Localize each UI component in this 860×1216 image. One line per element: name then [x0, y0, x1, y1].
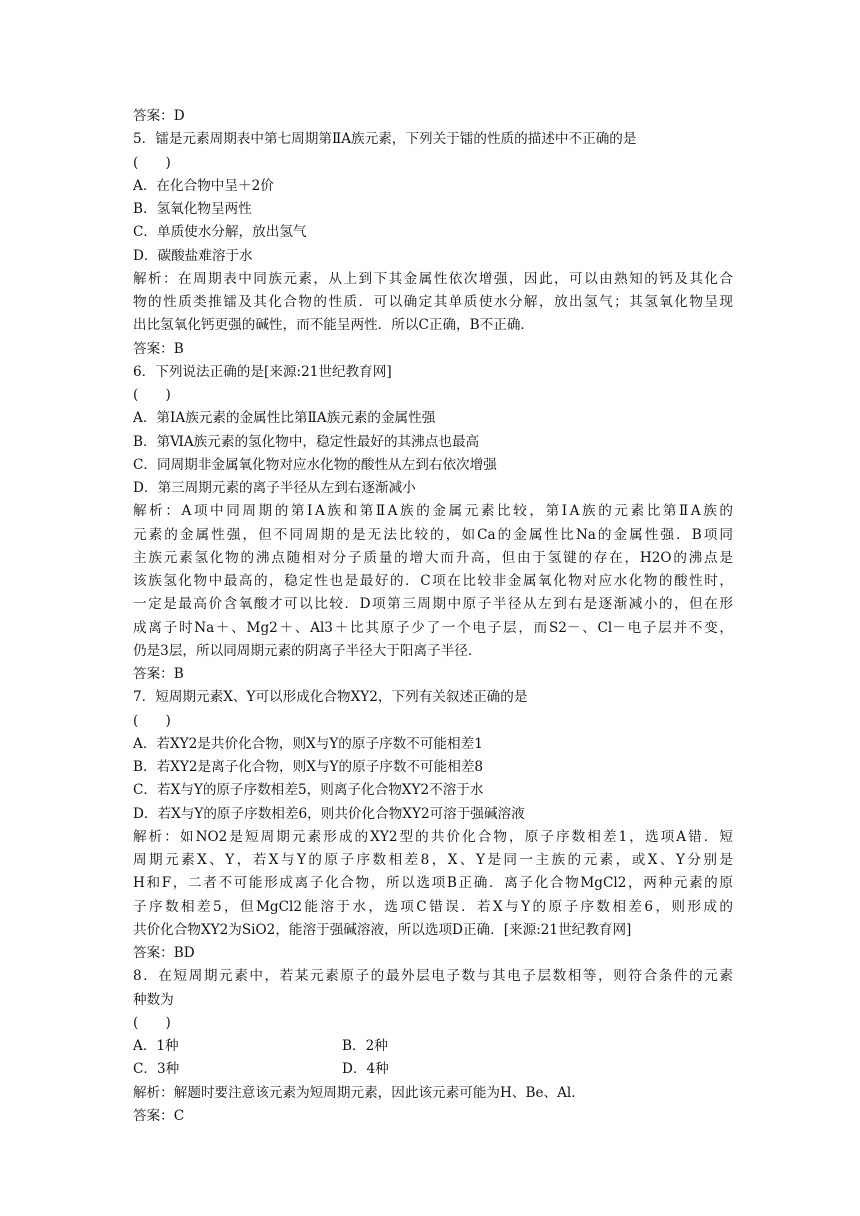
option-a: A．若XY2是共价化合物，则X与Y的原子序数不可能相差1: [133, 735, 483, 752]
answer-blank: ( ): [133, 154, 171, 171]
options-row: [133, 1058, 733, 1081]
option-d: D．碳酸盐难溶于水: [133, 247, 253, 264]
option-c: C．3种: [133, 1061, 180, 1078]
option-b: B．氢氧化物呈两性: [133, 201, 252, 217]
answer-line: 答案：C: [133, 1107, 185, 1124]
explanation-line: 该族氢化物中最高的，稳定性也是最好的．C项在比较非金属氧化物对应水化物的酸性时，: [133, 573, 733, 589]
question-8-stem: 8．在短周期元素中，若某元素原子的最外层电子数与其电子层数相等，则符合条件的元素: [133, 968, 733, 985]
explanation-line: 一定是最高价含氧酸才可以比较．D项第三周期中原子半径从左到右是逐渐减小的，但在形: [133, 596, 733, 613]
option-c: C．同周期非金属氧化物对应水化物的酸性从左到右依次增强: [133, 456, 497, 473]
explanation-line: 共价化合物XY2为SiO2，能溶于强碱溶液，所以选项D正确．[来源:21世纪教育网]: [133, 921, 632, 938]
explanation-line: 周期元素X、Y，若X与Y的原子序数相差8，X、Y是同一主族的元素，或X、Y分别是: [133, 852, 733, 868]
option-c: C．单质使水分解，放出氢气: [133, 224, 307, 241]
answer-line: 答案：BD: [133, 945, 195, 961]
explanation-line: 解析：在周期表中同族元素，从上到下其金属性依次增强，因此，可以由熟知的钙及其化合: [133, 270, 733, 287]
explanation-line: 子序数相差5，但MgCl2能溶于水，选项C错误．若X与Y的原子序数相差6，则形成的: [133, 898, 733, 915]
document-body: [133, 105, 733, 1128]
option-b: B．若XY2是离子化合物，则X与Y的原子序数不可能相差8: [133, 759, 484, 775]
explanation-line: 成离子时Na＋、Mg2＋、Al3＋比其原子少了一个电子层，而S2－、Cl－电子层并不变，: [133, 619, 733, 636]
option-d: D．第三周期元素的离子半径从左到右逐渐减小: [133, 480, 416, 496]
question-8-stem-cont: 种数为: [133, 991, 174, 1008]
question-7-stem: 7．短周期元素X、Y可以形成化合物XY2，下列有关叙述正确的是: [133, 689, 528, 706]
options-row: [133, 1035, 733, 1058]
explanation-line: 仍是3层，所以同周期元素的阴离子半径大于阳离子半径．: [133, 642, 482, 659]
option-b: B．2种: [342, 1038, 388, 1054]
answer-blank: ( ): [133, 1014, 171, 1031]
option-a: A．第ⅠA族元素的金属性比第ⅡA族元素的金属性强: [133, 410, 436, 427]
option-b: B．第ⅥA族元素的氢化物中，稳定性最好的其沸点也最高: [133, 433, 480, 450]
explanation-line: 出比氢氧化钙更强的碱性，而不能呈两性．所以C正确，B不正确．: [133, 317, 535, 334]
answer-blank: ( ): [133, 712, 171, 729]
answer-line: 答案：B: [133, 666, 184, 682]
explanation-line: 主族元素氢化物的沸点随相对分子质量的增大而升高，但由于氢键的存在，H2O的沸点是: [133, 549, 733, 566]
option-a: A．在化合物中呈＋2价: [133, 177, 274, 194]
option-d: D．若X与Y的原子序数相差6，则共价化合物XY2可溶于强碱溶液: [133, 805, 525, 822]
explanation-line: 解析：如NO2是短周期元素形成的XY2型的共价化合物，原子序数相差1，选项A错．短: [133, 828, 733, 845]
question-5-stem: 5．镭是元素周期表中第七周期第ⅡA族元素，下列关于镭的性质的描述中不正确的是: [133, 131, 637, 148]
option-d: D．4种: [342, 1061, 389, 1078]
answer-blank: ( ): [133, 387, 171, 403]
answer-line: 答案：D: [133, 108, 185, 124]
explanation-line: 解析：解题时要注意该元素为短周期元素，因此该元素可能为H、Be、Al.: [133, 1084, 576, 1101]
option-a: A．1种: [133, 1038, 179, 1054]
answer-line: 答案：B: [133, 340, 184, 357]
explanation-line: 元素的金属性强，但不同周期的是无法比较的，如Ca的金属性比Na的金属性强．B项同: [133, 526, 733, 543]
explanation-line: 物的性质类推镭及其化合物的性质．可以确定其单质使水分解，放出氢气；其氢氧化物呈现: [133, 294, 733, 310]
explanation-line: H和F，二者不可能形成离子化合物，所以选项B正确．离子化合物MgCl2，两种元素的原: [133, 875, 733, 892]
question-6-stem: 6．下列说法正确的是[来源:21世纪教育网]: [133, 363, 392, 380]
option-c: C．若X与Y的原子序数相差5，则离子化合物XY2不溶于水: [133, 782, 484, 799]
explanation-line: 解析：A项中同周期的第ⅠA族和第ⅡA族的金属元素比较，第ⅠA族的元素比第ⅡA族的: [133, 503, 733, 520]
